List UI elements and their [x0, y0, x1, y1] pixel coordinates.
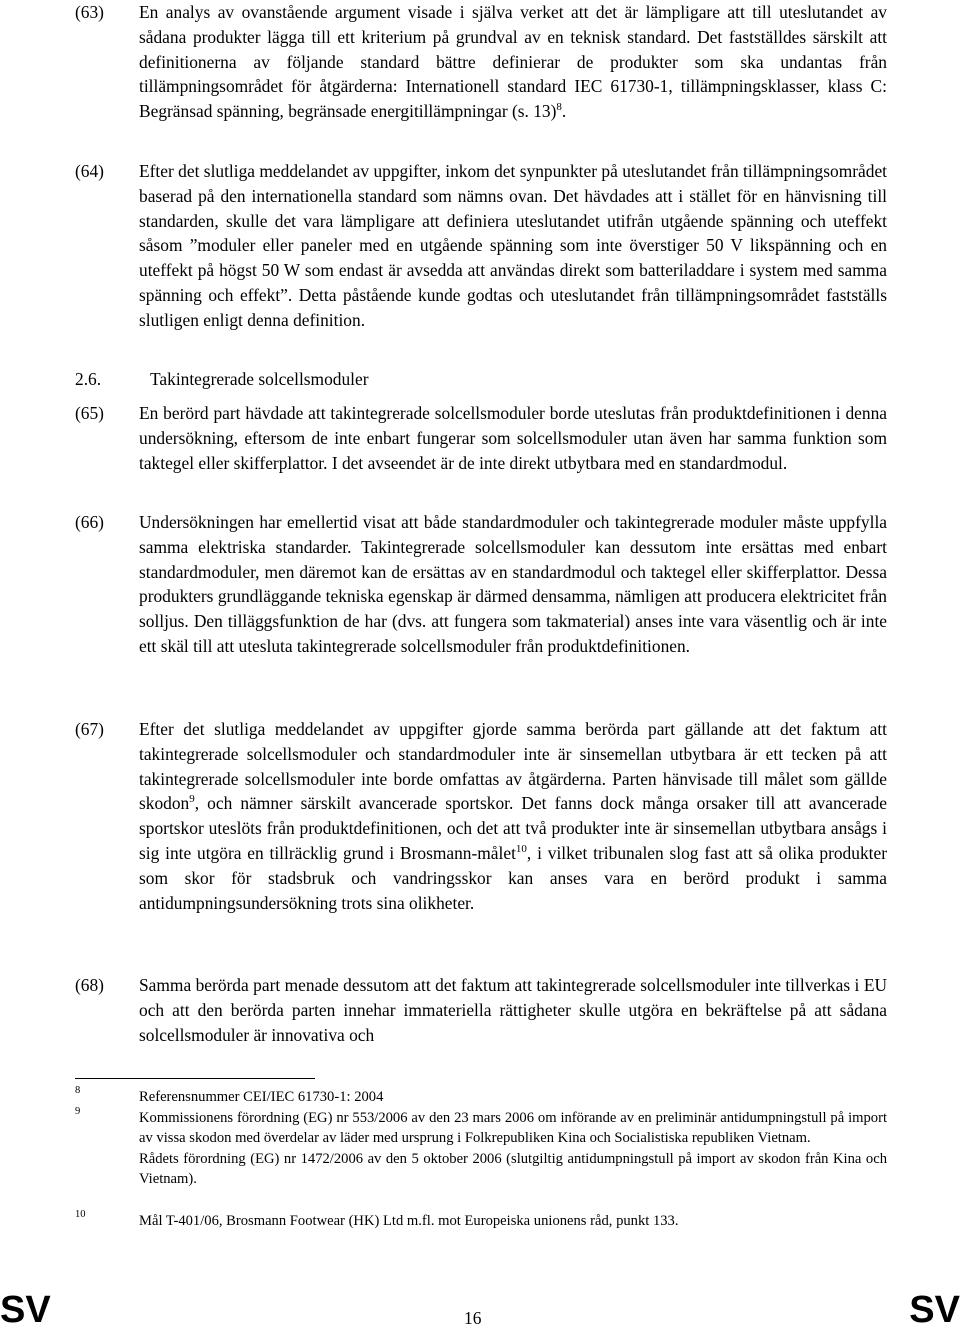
footnote-8	[75, 1087, 887, 1107]
footnote-ref-8[interactable]: 8	[556, 101, 562, 114]
paragraph-text: En berörd part hävdade att takintegrerade solcellsmoduler borde uteslutas från produktdefinitionen i denna undersökning, eftersom de inte enbart fungerar som solcellsmoduler utan även har samma funktion som taktegel eller skifferplattor. I det avseendet är de inte direkt utbytbara med en standardmodul.	[139, 403, 887, 473]
footnote-text: Kommissionens förordning (EG) nr 553/2006 av den 23 mars 2006 om införande av en preliminär antidumpningstull på import av vissa skodon med överdelar av läder med ursprung i Folkrepubliken Kina och Socialistiska republiken Vietnam. Rådets förordning (EG) nr 1472/2006 av den 5 oktober 2006 (slutgiltig antidumpningstull på import av skodon från Kina och Vietnam).	[139, 1110, 887, 1188]
paragraph-text: Undersökningen har emellertid visat att både standardmoduler och takintegrerade moduler måste uppfylla samma elektriska standarder. Takintegrerade solcellsmoduler kan dessutom inte ersättas med enbart standardmoduler, men däremot kan de ersättas av en standardmodul och taktegel eller skifferplattor. Dessa produkters grundläggande tekniska egenskap är därmed densamma, nämligen att producera elektricitet från solljus. Den tilläggsfunktion de har (dvs. att fungera som takmaterial) anses inte vara väsentlig och är inte ett skäl till att utesluta takintegrerade solcellsmoduler från produktdefinitionen.	[139, 512, 887, 656]
footnote-ref-9[interactable]: 9	[189, 793, 195, 806]
footnote-10	[75, 1211, 887, 1231]
paragraph-64	[75, 159, 887, 333]
paragraph-67	[75, 717, 887, 915]
paragraph-number: (63)	[75, 2, 104, 22]
paragraph-65	[75, 401, 887, 475]
paragraph-66	[75, 510, 887, 659]
footnote-separator	[75, 1078, 315, 1079]
section-title: Takintegrerade solcellsmoduler	[150, 369, 369, 389]
footnote-9	[75, 1108, 887, 1190]
paragraph-63	[75, 0, 887, 124]
paragraph-68	[75, 973, 887, 1047]
footnote-text: Referensnummer CEI/IEC 61730-1: 2004	[139, 1089, 384, 1105]
paragraph-text: En analys av ovanstående argument visade i själva verket att det är lämpligare att till uteslutandet av sådana produkter lägga till ett kriterium på grundval av en teknisk standard. Det fastställdes särskilt att definitionerna av följande standard bättre definierar de produkter som ska undantas från tillämpningsområdet för åtgärderna: Internationell standard IEC 61730-1, tillämpningsklasser, klass C: Begränsad spänning, begränsade energitillämpningar (s. 13)$^8$.	[139, 2, 887, 122]
paragraph-number: (64)	[75, 161, 104, 181]
footnote-text: Mål T-401/06, Brosmann Footwear (HK) Ltd m.fl. mot Europeiska unionens råd, punkt 133.	[139, 1213, 679, 1229]
paragraph-number: (68)	[75, 975, 104, 995]
page-number: 16	[464, 1308, 482, 1328]
footnote-ref-10[interactable]: 10	[515, 843, 527, 856]
language-code-right: SV	[909, 1289, 960, 1331]
language-code-left: SV	[0, 1289, 51, 1331]
paragraph-number: (65)	[75, 403, 104, 423]
footnote-number: 10	[75, 1209, 86, 1220]
paragraph-number: (67)	[75, 719, 104, 739]
footnote-number: 8	[75, 1085, 81, 1096]
paragraph-text: Efter det slutliga meddelandet av uppgifter gjorde samma berörda part gällande att det faktum att takintegrerade solcellsmoduler och standardmoduler inte är sinsemellan utbytbara är ett tecken på att takintegrerade solcellsmoduler inte borde omfattas av åtgärderna. Parten hänvisade till målet som gällde skodon$^9$, och nämner särskilt avancerade sportskor. Det fanns dock många orsaker till att avancerade sportskor uteslöts från produktdefinitionen, och det att två produkter inte är sinsemellan utbytbara ansågs i sig inte utgöra en tillräcklig grund i Brosmann-målet$^{10}$, i vilket tribunalen slog fast att så olika produkter som skor för stadsbruk och vandringsskor kan anses vara en berörd produkt i samma antidumpningsundersökning trots sina olikheter.	[139, 719, 887, 913]
footnote-number: 9	[75, 1106, 81, 1117]
paragraph-text: Efter det slutliga meddelandet av uppgifter, inkom det synpunkter på uteslutandet från tillämpningsområdet baserad på den internationella standard som nämns ovan. Det hävdades att i stället för en hänvisning till standarden, skulle det vara lämpligare att definiera uteslutandet utifrån utgående spänning och uteffekt såsom ”moduler eller paneler med en utgående spänning som inte överstiger 50 V likspänning och en uteffekt på högst 50 W som endast är avsedda att användas direkt som batteriladdare i system med samma spänning och effekt”. Detta påstående kunde godtas och uteslutandet från tillämpningsområdet fastställs slutligen enligt denna definition.	[139, 161, 887, 330]
paragraph-number: (66)	[75, 512, 104, 532]
paragraph-text: Samma berörda part menade dessutom att det faktum att takintegrerade solcellsmoduler inte tillverkas i EU och att den berörda parten innehar immateriella rättigheter skulle utgöra en bekräftelse på att sådana solcellsmoduler är innovativa och	[139, 975, 887, 1045]
section-number: 2.6.	[75, 369, 102, 389]
